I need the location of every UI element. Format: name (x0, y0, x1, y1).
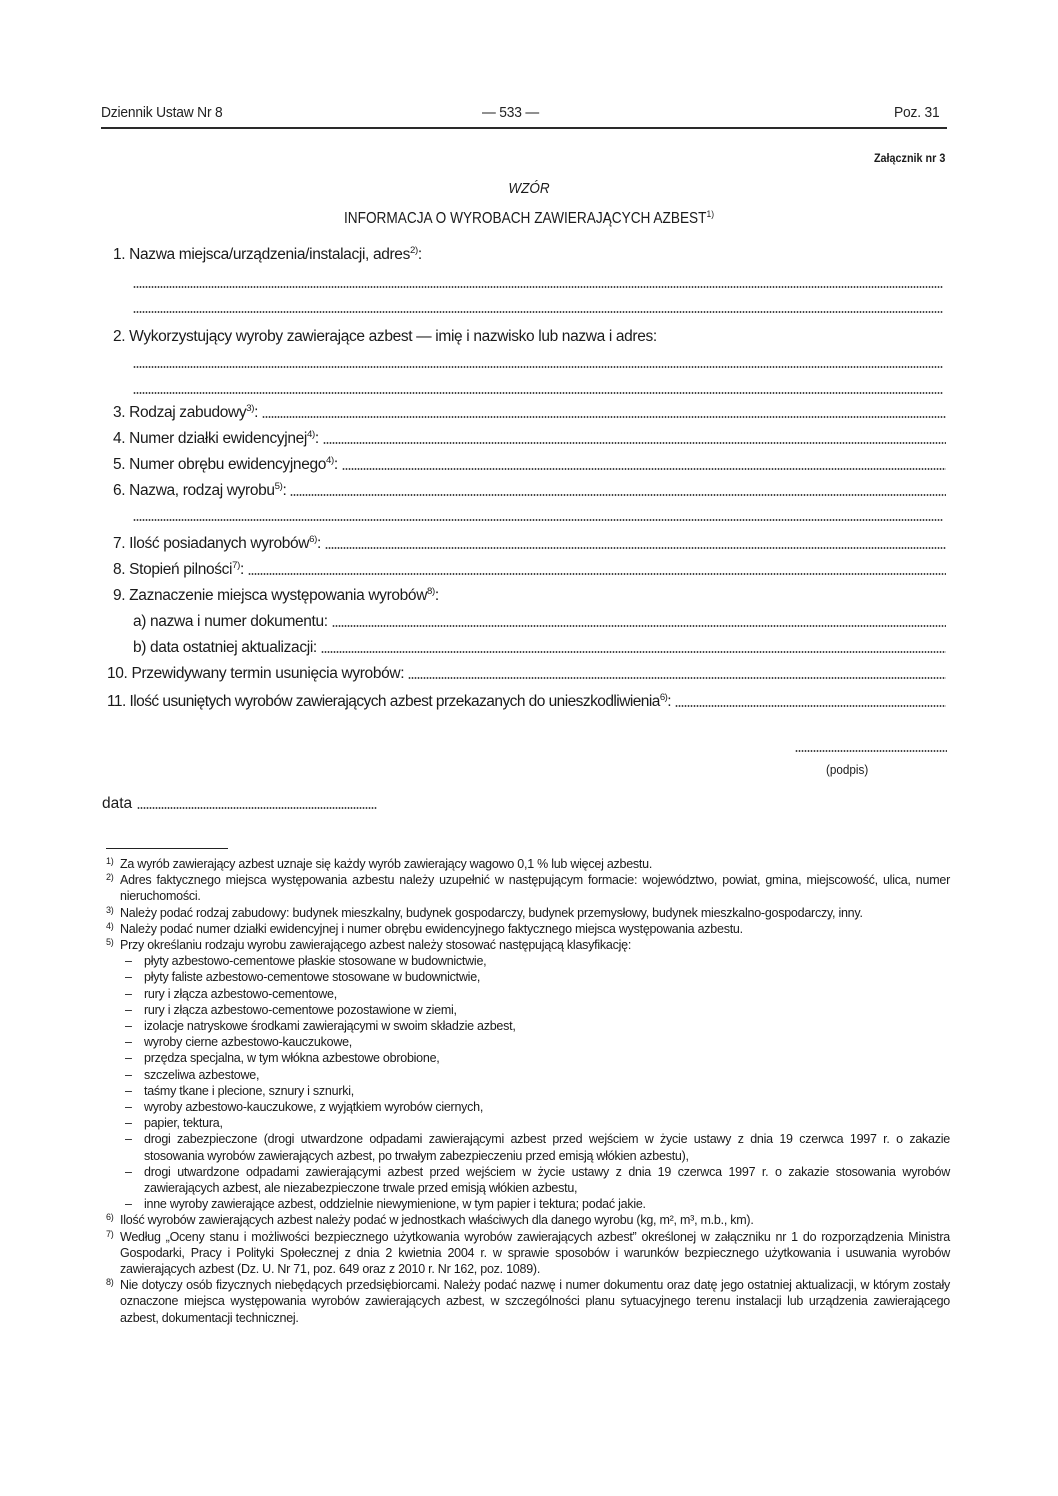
fill-line-user-1[interactable] (133, 366, 943, 368)
signature-line[interactable] (795, 750, 947, 752)
fill-line-building-type[interactable] (262, 416, 946, 418)
list-item: – inne wyroby zawierające azbest, oddzielnie niewymienione, w tym papier i tektura; podać jakie. (120, 1196, 950, 1212)
list-item: – izolacje natryskowe środkami zawierającymi w swoim składzie azbest, (120, 1018, 950, 1034)
list-item: – rury i złącza azbestowo-cementowe, (120, 986, 950, 1002)
date-field (102, 795, 377, 813)
fill-line-quantity[interactable] (325, 547, 946, 549)
form-item-8: 8. Stopień pilności$^{7)}$: (113, 561, 946, 579)
form-item-7: 7. Ilość posiadanych wyrobów$^{6)}$: (113, 535, 946, 553)
footnotes (106, 856, 950, 1326)
fill-line-address-2[interactable] (133, 311, 943, 313)
list-item: – drogi zabezpieczone (drogi utwardzone odpadami zawierającymi azbest przed wejściem w życie ustawy z dnia 19 czerwca 1997 r. o zakazie stosowania wyrobów zawierających azbest, po trwałym zabezpieczeniu przed emisją włókien azbestu), (120, 1131, 950, 1163)
footnote-8: 8) Nie dotyczy osób fizycznych niebędących przedsiębiorcami. Należy podać nazwę i numer dokumentu oraz datę jego ostatniej aktualizacji, w którym zostały oznaczone miejsca występowania wyrobów zawierających azbest, w szczególności planu sytuacyjnego terenu instalacji lub urządzenia zawierającego azbest, dokumentacji technicznej. (106, 1277, 950, 1325)
form-item-2: 2. Wykorzystujący wyroby zawierające azbest — imię i nazwisko lub nazwa i adres: (113, 328, 657, 345)
fill-line-address-1[interactable] (133, 286, 943, 288)
list-item: – papier, tektura, (120, 1115, 950, 1131)
footnote-7: 7) Według „Oceny stanu i możliwości bezpiecznego użytkowania wyrobów zawierających azbest” określonej w załączniku nr 1 do rozporządzenia Ministra Gospodarki, Pracy i Polityki Społecznej z dnia 2 kwietnia 2004 r. w sprawie sposobów i warunków bezpiecznego użytkowania i usuwania wyrobów zawierających azbest (Dz. U. Nr 71, poz. 649 oraz z 2010 r. Nr 162, poz. 1089). (106, 1228, 950, 1277)
footnote-2: 2) Adres faktycznego miejsca występowania azbestu należy uzupełnić w następującym formacie: województwo, powiat, gmina, miejscowość, ulica, numer nieruchomości. (106, 872, 950, 904)
fill-line-plot-number[interactable] (323, 442, 946, 444)
form-item-10: 10. Przewidywany termin usunięcia wyrobów: (107, 665, 946, 683)
fill-line-urgency[interactable] (248, 573, 946, 575)
form-item-9: 9. Zaznaczenie miejsca występowania wyrobów$^{8)}$: (113, 585, 439, 604)
footnote-1: 1) Za wyrób zawierający azbest uznaje się każdy wyrób zawierający wagowo 0,1 % lub więcej azbestu. (106, 856, 653, 871)
fill-line-product-name[interactable] (290, 494, 946, 496)
form-item-9a: a) nazwa i numer dokumentu: (133, 613, 946, 631)
fill-line-last-update[interactable] (321, 651, 946, 653)
form-item-6: 6. Nazwa, rodzaj wyrobu$^{5)}$: (113, 482, 946, 500)
signature-label: (podpis) (826, 762, 869, 777)
position-number: Poz. 31 (894, 104, 940, 121)
page-title: INFORMACJA O WYROBACH ZAWIERAJĄCYCH AZBEST$^{1)}$ (343, 208, 715, 227)
form-item-4: 4. Numer działki ewidencyjnej$^{4)}$: (113, 430, 946, 448)
list-item: – wyroby cierne azbestowo-kauczukowe, (120, 1034, 950, 1050)
list-item: – szczeliwa azbestowe, (120, 1067, 950, 1083)
list-item: – płyty faliste azbestowo-cementowe stosowane w budownictwie, (120, 969, 950, 985)
form-item-11: 11. Ilość usuniętych wyrobów zawierających azbest przekazanych do unieszkodliwienia$^{6)}$: (107, 693, 946, 711)
footnote-5: 5) Przy określaniu rodzaju wyrobu zawierającego azbest należy stosować następującą klasyfikację: – płyty azbestowo-cementowe płaskie stosowane w budownictwie, – płyty faliste azbestowo-cementowe stosowane w budownictwie, – rury i złącza azbestowo-cementowe, – rury i złącza azbestowo-cementowe pozostawione w ziemi, – izolacje natryskowe środkami zawierającymi w swoim składzie azbest, – wyroby cierne azbestowo-kauczukowe, – przędza specjalna, w tym włókna azbestowe obrobione, – szczeliwa azbestowe, – taśmy tkane i plecione, sznury i sznurki, – wyroby azbestowo-kauczukowe, z wyjątkiem wyrobów ciernych, – papier, tektura, – drogi zabezpieczone (drogi utwardzone odpadami zawierającymi azbest przed wejściem w życie ustawy z dnia 19 czerwca 1997 r. o zakazie stosowania wyrobów zawierających azbest, po trwałym zabezpieczeniu przed emisją włókien azbestu), – drogi utwardzone odpadami zawierającymi azbest przed wejściem w życie ustawy z dnia 19 czerwca 1997 r. o zakazie stosowania wyrobów zawierających azbest, ale niezabezpieczone trwale przed emisją włókien azbestu, – inne wyroby zawierające azbest, oddzielnie niewymienione, w tym papier i tektura; podać jakie. (106, 937, 950, 1212)
fill-line-removed-quantity[interactable] (675, 705, 946, 707)
list-item: – wyroby azbestowo-kauczukowe, z wyjątkiem wyrobów ciernych, (120, 1099, 950, 1115)
footnote-6: 6) Ilość wyrobów zawierających azbest należy podać w jednostkach właściwych dla danego wyrobu (kg, m², m³, m.b., km). (106, 1212, 754, 1228)
fill-line-precinct-number[interactable] (342, 468, 946, 470)
annex-label: Załącznik nr 3 (873, 151, 945, 165)
form-item-5: 5. Numer obrębu ewidencyjnego$^{4)}$: (113, 456, 946, 474)
list-item: – taśmy tkane i plecione, sznury i sznurki, (120, 1083, 950, 1099)
list-item: – rury i złącza azbestowo-cementowe pozostawione w ziemi, (120, 1002, 950, 1018)
form-item-1: 1. Nazwa miejsca/urządzenia/instalacji, adres$^{2)}$: (113, 244, 422, 263)
footnote-divider (106, 848, 228, 849)
fill-line-date[interactable] (137, 807, 377, 809)
classification-list (120, 953, 950, 1212)
list-item: – płyty azbestowo-cementowe płaskie stosowane w budownictwie, (120, 953, 950, 969)
footnote-ref: 1) (706, 208, 715, 220)
fill-line-removal-date[interactable] (408, 677, 946, 679)
form-item-9b: b) data ostatniej aktualizacji: (133, 639, 946, 657)
date-label: data (102, 795, 133, 812)
fill-line-product-name-2[interactable] (133, 519, 943, 521)
header-divider (101, 127, 947, 129)
list-item: – drogi utwardzone odpadami zawierającymi azbest przed wejściem w życie ustawy z dnia 19 czerwca 1997 r. o zakazie stosowania wyrobów zawierających azbest, ale niezabezpieczone trwale przed emisją włókien azbestu, (120, 1164, 950, 1196)
fill-line-document-name[interactable] (332, 625, 946, 627)
fill-line-user-2[interactable] (133, 392, 943, 394)
page-number: — 533 — (482, 104, 540, 121)
journal-name: Dziennik Ustaw Nr 8 (101, 104, 223, 121)
footnote-4: 4) Należy podać numer działki ewidencyjnej i numer obrębu ewidencyjnego faktycznego miejsca występowania azbestu. (106, 920, 743, 936)
doc-type: WZÓR (508, 180, 550, 197)
form-item-3: 3. Rodzaj zabudowy$^{3)}$: (113, 404, 946, 422)
footnote-3: 3) Należy podać rodzaj zabudowy: budynek mieszkalny, budynek gospodarczy, budynek przemysłowy, budynek mieszkalno-gospodarczy, inny. (106, 904, 863, 920)
list-item: – przędza specjalna, w tym włókna azbestowe obrobione, (120, 1050, 950, 1066)
